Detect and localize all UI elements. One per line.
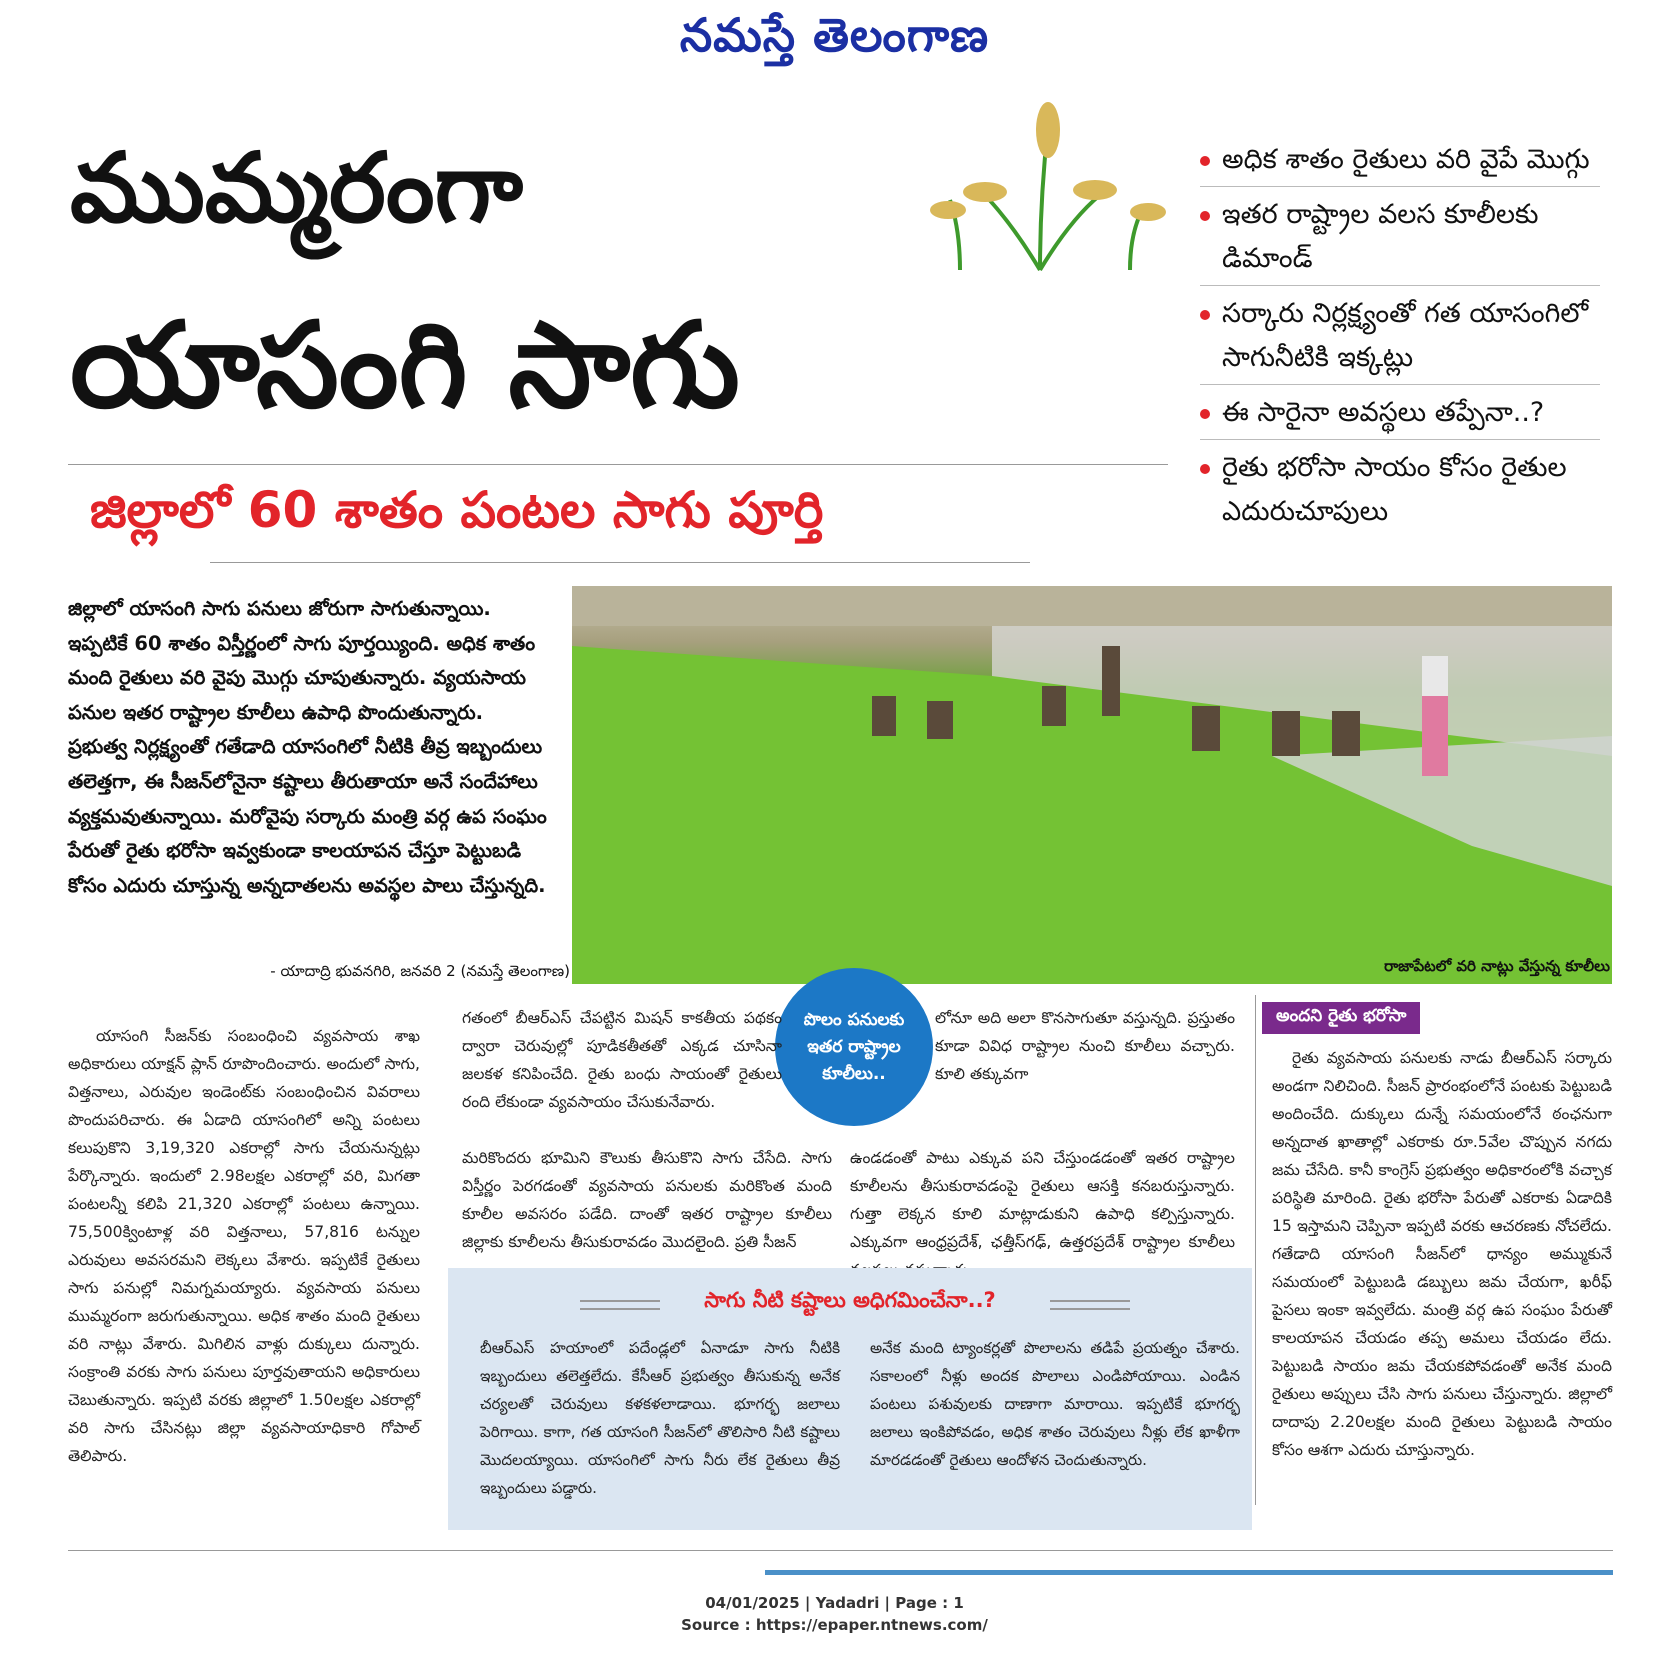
paddy-illustration	[890, 100, 1180, 280]
paddy-field-photo	[572, 586, 1612, 984]
subsection-column-2: అనేక మంది ట్యాంకర్లతో పొలాలను తడిపే ప్రయత్నం చేశారు. సకాలంలో నీళ్లు అందక పొలాలు ఎండిపోయాయి. ఎండిన పంటలు పశువులకు దాణాగా మారాయి. ఇప్పటికే భూగర్భ జలాలు ఇంకిపోవడం, అధిక శాతం చెరువులు నీళ్లు లేక ఖాళీగా మారడడంతో రైతులు ఆందోళన చెందుతున్నారు.	[870, 1339, 1240, 1469]
highlight-item: సర్కారు నిర్లక్ష్యంతో గత యాసంగిలో సాగునీటికి ఇక్కట్లు	[1200, 292, 1600, 385]
headline-line-2: యాసంగి సాగు	[70, 296, 740, 434]
callout-bubble: పొలం పనులకు ఇతర రాష్ట్రాల కూలీలు..	[775, 968, 933, 1126]
headline-line-1: ముమ్మరంగా	[70, 132, 523, 244]
page-bottom-rule	[68, 1550, 1613, 1551]
highlight-item: రైతు భరోసా సాయం కోసం రైతుల ఎదురుచూపులు	[1200, 446, 1600, 538]
footer-source: Source : https://epaper.ntnews.com/	[681, 1616, 988, 1634]
headline-divider	[68, 464, 1168, 465]
subheadline: జిల్లాలో 60 శాతం పంటల సాగు పూర్తి	[90, 481, 824, 539]
sidebox-tag: అందని రైతు భరోసా	[1262, 1002, 1420, 1034]
article-column-3-top: లోనూ అది అలా కొనసాగుతూ వస్తున్నది. ప్రస్తుతం కూడా వివిధ రాష్ట్రాల నుంచి కూలీలు వచ్చారు. కూలి తక్కువగా	[935, 1009, 1235, 1083]
page-footer	[0, 1592, 1669, 1636]
article-column-1: యాసంగి సీజన్‌కు సంబంధించి వ్యవసాయ శాఖ అధికారులు యాక్షన్ ప్లాన్ రూపొందించారు. అందులో సాగు, విత్తనాలు, ఎరువుల ఇండెంట్‌కు సంబంధించిన వివరాలు పొందుపరిచారు. ఈ ఏడాది యాసంగిలో అన్ని పంటలు కలుపుకొని 3,19,320 ఎకరాల్లో సాగు చేయనున్నట్లు పేర్కొన్నారు. ఇందులో 2.98లక్షల ఎకరాల్లో వరి, మిగతా పంటలన్నీ కలిపి 21,320 ఎకరాల్లో పంటలు ఉన్నాయి. 75,500క్వింటాళ్ల వరి విత్తనాలు, 57,816 టన్నుల ఎరువులు అవసరమని లెక్కలు వేశారు. ఇప్పటికే రైతులు సాగు పనుల్లో నిమగ్నమయ్యారు. వ్యవసాయ పనులు ముమ్మరంగా జరుగుతున్నాయి. అధిక శాతం మంది రైతులు వరి నాట్లు వేశారు. మిగిలిన వాళ్లు దుక్కులు దున్నారు. సంక్రాంతి వరకు సాగు పనులు పూర్తవుతాయని అధికారులు చెబుతున్నారు. ఇప్పటి వరకు జిల్లాలో 1.50లక్షల ఎకరాల్లో వరి సాగు చేసినట్లు జిల్లా వ్యవసాయాధికారి గోపాల్ తెలిపారు.	[68, 1027, 420, 1465]
article-column-2-top: గతంలో బీఆర్‌ఎస్ చేపట్టిన మిషన్ కాకతీయ పథకం ద్వారా చెరువుల్లో పూడికతీతతో ఎక్కడ చూసినా జలకళ కనిపించేది. రైతు బంధు సాయంతో రైతులు రంది లేకుండా వ్యవసాయం చేసుకునేవారు.	[462, 1009, 782, 1111]
article-column-3-bottom: ఉండడంతో పాటు ఎక్కువ పని చేస్తుండడంతో ఇతర రాష్ట్రాల కూలీలను తీసుకురావడంపై రైతులు ఆసక్తి కనబరుస్తున్నారు. గుత్తా లెక్కన కూలి మాట్లాడుకుని ఉపాధి కల్పిస్తున్నారు. ఎక్కువగా ఆంధ్రప్రదేశ్, ఛత్తీస్‌గఢ్, ఉత్తరప్రదేశ్ రాష్ట్రాల కూలీలు	[850, 1149, 1235, 1251]
highlight-item: ఈ సారైనా అవస్థలు తప్పేనా..?	[1200, 391, 1600, 440]
footer-date-page: 04/01/2025 | Yadadri | Page : 1	[705, 1594, 964, 1612]
accent-bar	[765, 1570, 1613, 1575]
subsection-title: సాగు నీటి కష్టాలు అధిగమించేనా..?	[704, 1288, 996, 1312]
subsection-column-1: బీఆర్‌ఎస్ హయాంలో పదేండ్లలో ఏనాడూ సాగు నీటికి ఇబ్బందులు తలెత్తలేదు. కేసీఆర్ ప్రభుత్వం తీసుకున్న అనేక చర్యలతో చెరువులు కళకళలాడాయి. భూగర్భ జలాలు పెరిగాయి. కాగా, గత యాసంగి సీజన్‌లో తొలిసారి నీటి కష్టాలు మొదలయ్యాయి. యాసంగిలో సాగు నీరు లేక రైతులు తీవ్ర ఇబ్బందులు పడ్డారు.	[480, 1339, 840, 1497]
article-column-2-bottom: మరికొందరు భూమిని కౌలుకు తీసుకొని సాగు చేసేది. సాగు విస్తీర్ణం పెరగడంతో వ్యవసాయ పనులకు మరికొంత మంది కూలీల అవసరం పడేది. దాంతో ఇతర రాష్ట్రాల కూలీలు జిల్లాకు కూలీలను తీసుకురావడం మొదలైంది. ప్రతి సీజన్	[462, 1149, 832, 1251]
subheadline-divider	[210, 562, 1030, 563]
photo-caption: రాజాపేటలో వరి నాట్లు వేస్తున్న కూలీలు	[1384, 957, 1610, 975]
intro-paragraph: జిల్లాలో యాసంగి సాగు పనులు జోరుగా సాగుతున్నాయి. ఇప్పటికే 60 శాతం విస్తీర్ణంలో సాగు పూర్తయ్యింది. అధిక శాతం మంది రైతులు వరి వైపు మొగ్గు చూపుతున్నారు. వ్యయసాయ పనుల ఇతర రాష్ట్రాల కూలీలు ఉపాధి పొందుతున్నారు. ప్రభుత్వ నిర్లక్ష్యంతో గతేడాది యాసంగిలో నీటికి తీవ్ర ఇబ్బందులు తలెత్తగా, ఈ సీజన్‌లోనైనా కష్టాలు తీరుతాయా అనే సందేహాలు వ్యక్తమవుతున్నాయి. మరోవైపు సర్కారు మంత్రి వర్గ ఉప సంఘం పేరుతో రైతు భరోసా ఇవ్వకుండా కాలయాపన చేస్తూ పెట్టుబడి కోసం ఎదురు చూస్తున్న అన్నదాతలను అవస్థల పాలు చేస్తున్నది.	[68, 597, 547, 897]
highlights-list	[1200, 138, 1600, 544]
dateline: - యాదాద్రి భువనగిరి, జనవరి 2 (నమస్తే తెలంగాణ)	[270, 962, 570, 980]
sidebox-text: రైతు వ్యవసాయ పనులకు నాడు బీఆర్‌ఎస్ సర్కారు అండగా నిలిచింది. సీజన్ ప్రారంభంలోనే పంటకు పెట్టుబడి అందించేది. దుక్కులు దున్నే సమయంలోనే ఠంఛనుగా అన్నదాత ఖాతాల్లో ఎకరాకు రూ.5వేల చొప్పున నగదు జమ చేసేది. కానీ కాంగ్రెస్ ప్రభుత్వం అధికారంలోకి వచ్చాక పరిస్థితి మారింది. రైతు భరోసా పేరుతో ఎకరాకు ఏడాదికి 15 ఇస్తామని చెప్పినా ఇప్పటి వరకు ఆచరణకు నోచలేదు. గతేడాది యాసంగి సీజన్‌లో ధాన్యం అమ్ముకునే సమయంలో పెట్టుబడి డబ్బులు జమ చేయగా, ఖరీఫ్ పైసలు ఇంకా ఇవ్వలేదు. మంత్రి వర్గ ఉప సంఘం పేరుతో కాలయాపన చేయడం తప్ప అమలు చేయడం లేదు. పెట్టుబడి సాయం జమ చేయకపోవడంతో అనేక మంది రైతులు అప్పులు చేసి సాగు పనులు చేస్తున్నారు. జిల్లాలో దాదాపు 2.20లక్షల మంది రైతులు పెట్టుబడి సాయం కోసం ఆశగా ఎదురు చూస్తున్నారు.	[1272, 1049, 1612, 1459]
sidebox-divider	[1255, 995, 1256, 1505]
photo-scene	[572, 586, 1612, 984]
highlight-item: అధిక శాతం రైతులు వరి వైపే మొగ్గు	[1200, 138, 1600, 187]
highlight-item: ఇతర రాష్ట్రాల వలస కూలీలకు డిమాండ్	[1200, 193, 1600, 286]
masthead-logo: నమస్తే తెలంగాణ	[679, 8, 990, 62]
